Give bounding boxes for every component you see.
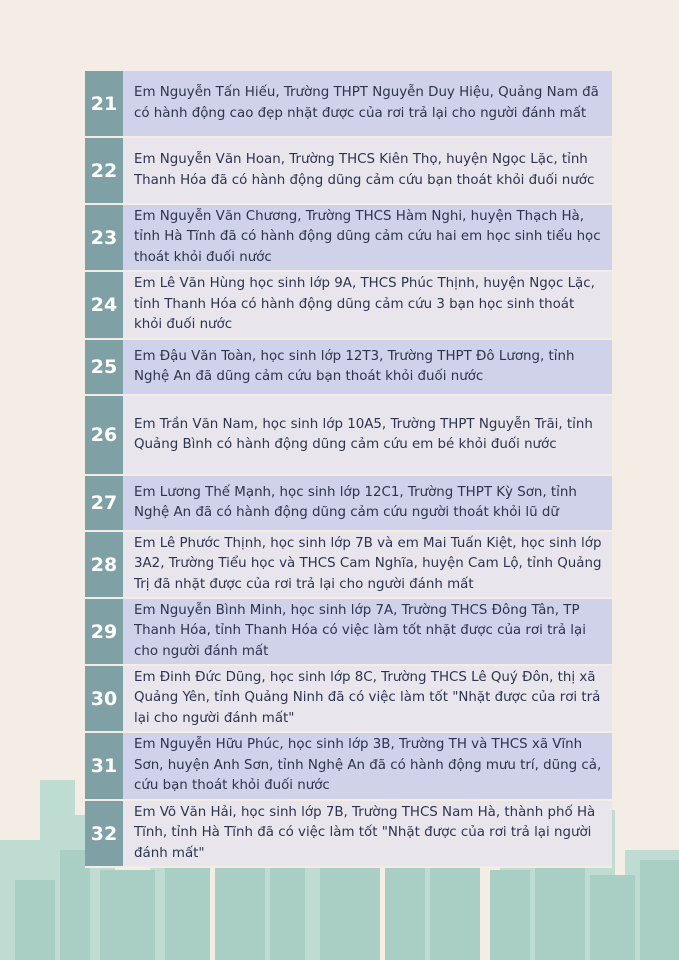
- row-number: 27: [85, 476, 123, 530]
- table-row: [85, 138, 612, 205]
- table-row: [85, 599, 612, 666]
- table-row: [85, 396, 612, 476]
- row-text: Em Lê Phước Thịnh, học sinh lớp 7B và em Mai Tuấn Kiệt, học sinh lớp 3A2, Trường Tiểu học và THCS Cam Nghĩa, huyện Cam Lộ, tỉnh Quảng Trị đã nhặt được của rơi trả lại cho người đánh mất: [123, 532, 612, 597]
- row-text: Em Nguyễn Hữu Phúc, học sinh lớp 3B, Trường TH và THCS xã Vĩnh Sơn, huyện Anh Sơn, tỉnh Nghệ An đã có hành động mưu trí, dũng cả, cứu bạn thoát khỏi đuối nước: [123, 733, 612, 799]
- row-text: Em Võ Văn Hải, học sinh lớp 7B, Trường THCS Nam Hà, thành phố Hà Tĩnh, tỉnh Hà Tĩnh đã có việc làm tốt "Nhặt được của rơi trả lại người đánh mất": [123, 801, 612, 866]
- row-text: Em Nguyễn Bình Minh, học sinh lớp 7A, Trường THCS Đông Tân, TP Thanh Hóa, tỉnh Thanh Hóa có việc làm tốt nhặt được của rơi trả lại cho người đánh mất: [123, 599, 612, 664]
- row-text: Em Nguyễn Tấn Hiếu, Trường THPT Nguyễn Duy Hiệu, Quảng Nam đã có hành động cao đẹp nhặt được của rơi trả lại cho người đánh mất: [123, 71, 612, 136]
- table-row: [85, 532, 612, 599]
- table-row: [85, 801, 612, 868]
- table-row: [85, 272, 612, 340]
- table-row: [85, 476, 612, 532]
- row-number: 31: [85, 733, 123, 799]
- row-number: 26: [85, 396, 123, 474]
- row-text: Em Lê Văn Hùng học sinh lớp 9A, THCS Phúc Thịnh, huyện Ngọc Lặc, tỉnh Thanh Hóa có hành động dũng cảm cứu 3 bạn học sinh thoát khỏi đuối nước: [123, 272, 612, 338]
- table-row: [85, 733, 612, 801]
- row-number: 29: [85, 599, 123, 664]
- row-number: 23: [85, 205, 123, 270]
- table-row: [85, 205, 612, 272]
- row-text: Em Lương Thế Mạnh, học sinh lớp 12C1, Trường THPT Kỳ Sơn, tỉnh Nghệ An đã có hành động dũng cảm cứu người thoát khỏi lũ dữ: [123, 476, 612, 530]
- awards-table: [85, 71, 612, 868]
- table-row: [85, 71, 612, 138]
- row-number: 24: [85, 272, 123, 338]
- row-text: Em Trần Văn Nam, học sinh lớp 10A5, Trường THPT Nguyễn Trãi, tỉnh Quảng Bình có hành động dũng cảm cứu em bé khỏi đuối nước: [123, 396, 612, 474]
- row-number: 21: [85, 71, 123, 136]
- row-number: 32: [85, 801, 123, 866]
- row-text: Em Đinh Đức Dũng, học sinh lớp 8C, Trường THCS Lê Quý Đôn, thị xã Quảng Yên, tỉnh Quảng Ninh đã có việc làm tốt "Nhặt được của rơi trả lại cho người đánh mất": [123, 666, 612, 731]
- row-number: 30: [85, 666, 123, 731]
- row-text: Em Đậu Văn Toàn, học sinh lớp 12T3, Trường THPT Đô Lương, tỉnh Nghệ An đã dũng cảm cứu bạn thoát khỏi đuối nước: [123, 340, 612, 394]
- row-number: 28: [85, 532, 123, 597]
- row-text: Em Nguyễn Văn Hoan, Trường THCS Kiên Thọ, huyện Ngọc Lặc, tỉnh Thanh Hóa đã có hành động dũng cảm cứu bạn thoát khỏi đuối nước: [123, 138, 612, 203]
- row-number: 22: [85, 138, 123, 203]
- table-row: [85, 340, 612, 396]
- row-number: 25: [85, 340, 123, 394]
- table-row: [85, 666, 612, 733]
- row-text: Em Nguyễn Văn Chương, Trường THCS Hàm Nghi, huyện Thạch Hà, tỉnh Hà Tĩnh đã có hành động dũng cảm cứu hai em học sinh tiểu học thoát khỏi đuối nước: [123, 205, 612, 270]
